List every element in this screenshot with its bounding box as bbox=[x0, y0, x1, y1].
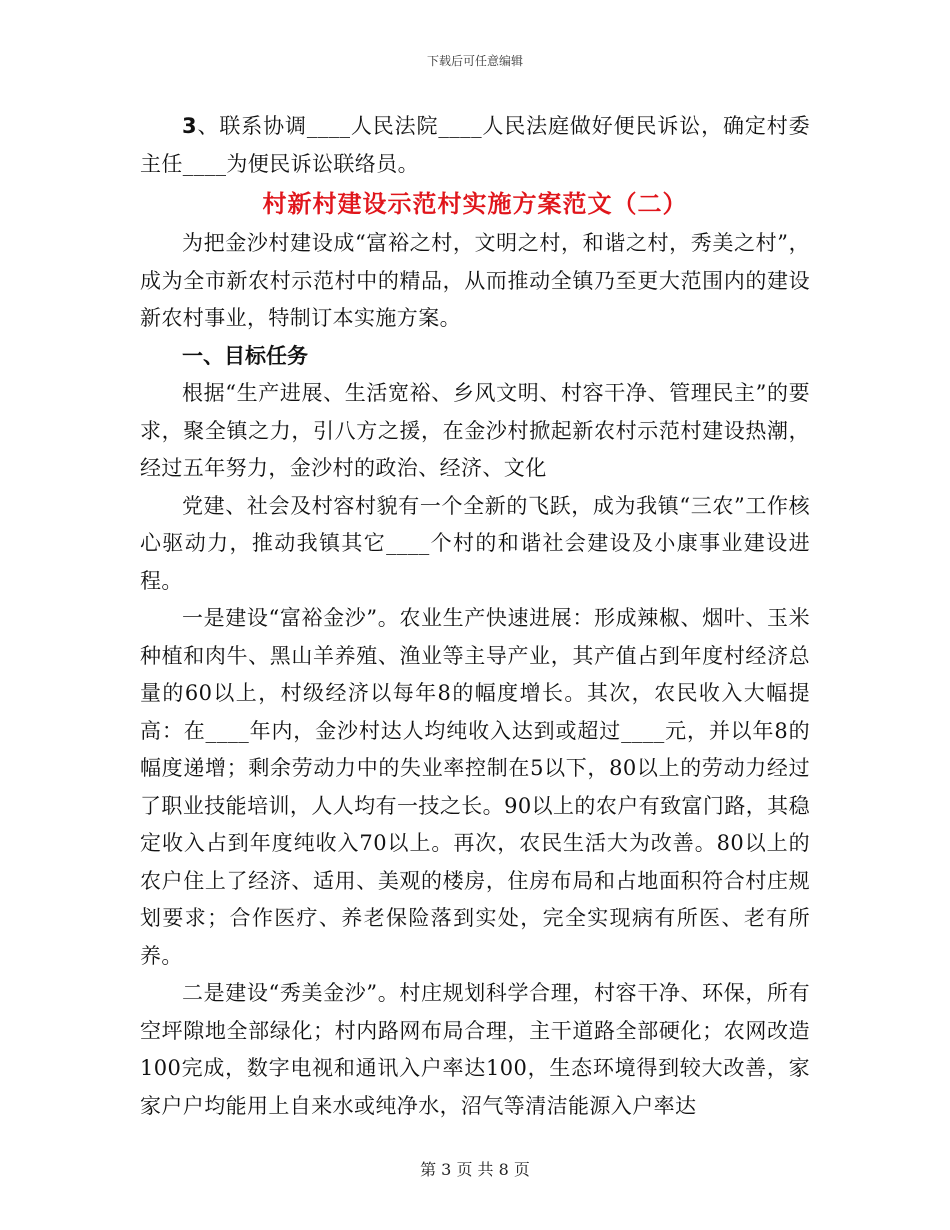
document-title: 村新村建设示范村实施方案范文（二） bbox=[262, 189, 688, 218]
item-3-paragraph bbox=[140, 108, 810, 183]
item-3-number: 3 bbox=[182, 114, 198, 138]
paragraph-rich-jinsha: 一是建设“富裕金沙”。农业生产快速进展：形成辣椒、烟叶、玉米种植和肉牛、黑山羊养殖、渔业等主导产业，其产值占到年度村经济总量的60以上，村级经济以每年8的幅度增长。其次，农民收入大幅提高：在____年内，金沙村达人均纯收入达到或超过____元，并以年8的幅度递增；剩余劳动力中的失业率控制在5以下，80以上的劳动力经过了职业技能培训，人人均有一技之长。90以上的农户有致富门路，其稳定收入占到年度纯收入70以上。再次，农民生活大为改善。80以上的农户住上了经济、适用、美观的楼房，住房布局和占地面积符合村庄规划要求；合作医疗、养老保险落到实处，完全实现病有所医、老有所养。 bbox=[140, 606, 810, 968]
page-number: 第 3 页 共 8 页 bbox=[420, 1160, 530, 1179]
paragraph-requirements: 根据“生产进展、生活宽裕、乡风文明、村容干净、管理民主”的要求，聚全镇之力，引八方之援，在金沙村掀起新农村示范村建设热潮，经过五年努力，金沙村的政治、经济、文化 bbox=[140, 381, 810, 480]
paragraph-party-building: 党建、社会及村容村貌有一个全新的飞跃，成为我镇“三农”工作核心驱动力，推动我镇其它____个村的和谐社会建设及小康事业建设进程。 bbox=[140, 493, 810, 593]
paragraph-beautiful-jinsha: 二是建设“秀美金沙”。村庄规划科学合理，村容干净、环保，所有空坪隙地全部绿化；村内路网布局合理，主干道路全部硬化；农网改造100完成，数字电视和通讯入户率达100，生态环境得到较大改善，家家户户均能用上自来水或纯净水，沼气等清洁能源入户率达 bbox=[140, 981, 810, 1118]
document-body bbox=[140, 108, 810, 1125]
header-note: 下载后可任意编辑 bbox=[426, 54, 523, 68]
item-3-text: 、联系协调____人民法院____人民法庭做好便民诉讼，确定村委主任____为便民诉讼联络员。 bbox=[140, 114, 810, 176]
intro-paragraph: 为把金沙村建设成“富裕之村，文明之村，和谐之村，秀美之村”，成为全市新农村示范村中的精品，从而推动全镇乃至更大范围内的建设新农村事业，特制订本实施方案。 bbox=[140, 231, 810, 330]
section-heading-goals: 一、目标任务 bbox=[182, 343, 308, 368]
